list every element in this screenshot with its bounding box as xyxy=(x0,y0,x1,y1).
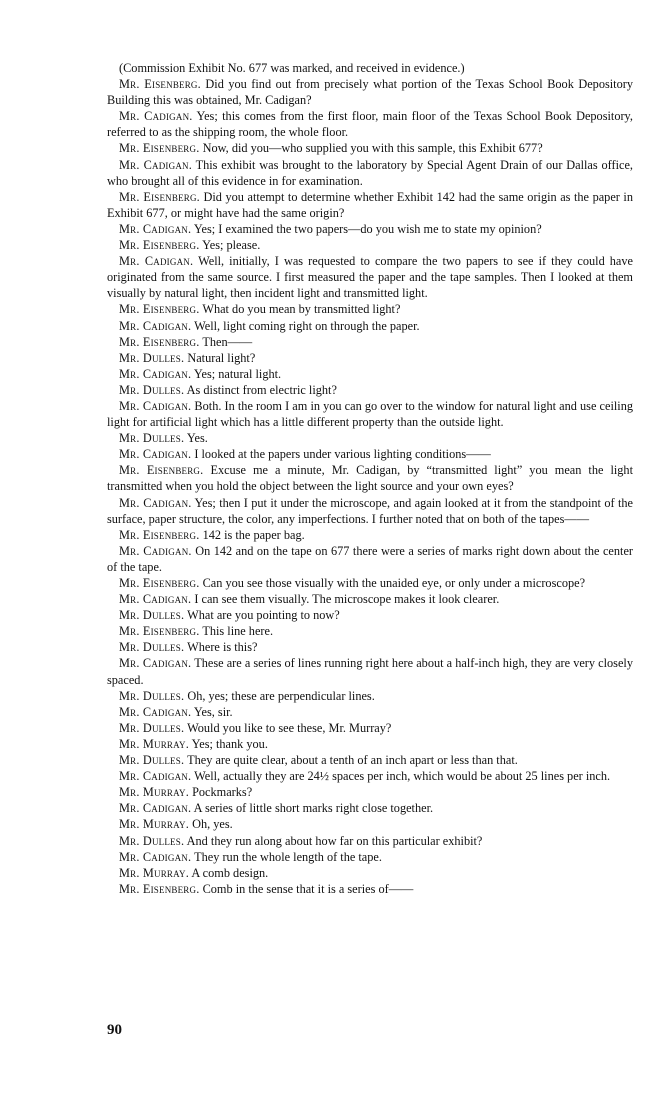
testimony-paragraph xyxy=(107,833,633,849)
testimony-paragraph xyxy=(107,784,633,800)
testimony-paragraph xyxy=(107,221,633,237)
testimony-paragraph xyxy=(107,253,633,301)
speaker-name: Mr. Murray. xyxy=(119,865,189,880)
testimony-paragraph xyxy=(107,237,633,253)
speaker-name: Mr. Cadigan. xyxy=(119,157,192,172)
speech-text: What do you mean by transmitted light? xyxy=(202,302,401,317)
speaker-name: Mr. Murray. xyxy=(119,736,189,751)
testimony-paragraph xyxy=(107,157,633,189)
testimony-paragraph xyxy=(107,398,633,430)
testimony-paragraph xyxy=(107,752,633,768)
testimony-paragraph xyxy=(107,881,633,897)
speaker-name: Mr. Cadigan. xyxy=(119,849,192,864)
speech-text: I looked at the papers under various lighting conditions—— xyxy=(194,447,491,462)
testimony-paragraph xyxy=(107,430,633,446)
speech-text: Can you see those visually with the unaided eye, or only under a microscope? xyxy=(202,576,586,590)
speech-text: These are a series of lines running right here about a half-inch high, they are very closely spaced. xyxy=(107,656,633,687)
testimony-paragraph xyxy=(107,849,633,865)
speaker-name: Mr. Dulles. xyxy=(119,350,185,365)
speaker-name: Mr. Cadigan. xyxy=(119,109,193,124)
speech-text: Natural light? xyxy=(187,350,256,365)
testimony-paragraph xyxy=(107,301,633,317)
speaker-name: Mr. Murray. xyxy=(119,817,189,832)
speaker-name: Mr. Dulles. xyxy=(119,688,185,703)
speaker-name: Mr. Cadigan. xyxy=(119,495,192,510)
speech-text: Now, did you—who supplied you with this sample, this Exhibit 677? xyxy=(202,141,543,156)
testimony-paragraph xyxy=(107,189,633,221)
testimony-paragraph xyxy=(107,366,633,382)
speech-text: Did you attempt to determine whether Exhibit 142 had the same origin as the paper in Exhibit 677, or might have had the same origin? xyxy=(107,189,633,220)
speech-text: Excuse me a minute, Mr. Cadigan, by “transmitted light” you mean the light transmitted when you hold the object between the light source and your own eyes? xyxy=(107,463,633,494)
testimony-paragraph xyxy=(107,800,633,816)
speech-text: Well, initially, I was requested to compare the two papers to see if they could have originated from the same source. I first measured the paper and the tape samples. Then I looked at them visually by natural light, then incident light and transmitted light. xyxy=(107,254,633,301)
testimony-paragraph xyxy=(107,350,633,366)
testimony-paragraph xyxy=(107,591,633,607)
testimony-paragraph xyxy=(107,768,633,784)
testimony-paragraph xyxy=(107,865,633,881)
testimony-paragraph xyxy=(107,543,633,575)
speech-text: They run the whole length of the tape. xyxy=(194,849,382,864)
speaker-name: Mr. Murray. xyxy=(119,785,189,800)
testimony-paragraph xyxy=(107,495,633,527)
speaker-name: Mr. Cadigan. xyxy=(119,543,192,558)
speaker-name: Mr. Dulles. xyxy=(119,640,185,655)
testimony-paragraph xyxy=(107,688,633,704)
speaker-name: Mr. Cadigan. xyxy=(119,366,192,381)
testimony-paragraph xyxy=(107,527,633,543)
speaker-name: Mr. Cadigan. xyxy=(119,318,192,333)
speaker-name: Mr. Eisenberg. xyxy=(119,334,200,349)
speech-text: Oh, yes; these are perpendicular lines. xyxy=(187,688,375,703)
speaker-name: Mr. Cadigan. xyxy=(119,769,192,784)
speech-text: And they run along about how far on this particular exhibit? xyxy=(186,833,483,848)
exhibit-note: (Commission Exhibit No. 677 was marked, and received in evidence.) xyxy=(119,61,465,75)
speaker-name: Mr. Eisenberg. xyxy=(119,302,200,317)
speaker-name: Mr. Eisenberg. xyxy=(119,77,201,92)
speech-text: This exhibit was brought to the laboratory by Special Agent Drain of our Dallas office, who brought all of this evidence in for examination. xyxy=(107,157,633,188)
speech-text: Yes; natural light. xyxy=(193,366,282,381)
speech-text: 142 is the paper bag. xyxy=(202,527,305,542)
testimony-paragraph xyxy=(107,318,633,334)
testimony-paragraph xyxy=(107,639,633,655)
testimony-paragraph xyxy=(107,607,633,623)
speech-text: Pockmarks? xyxy=(192,785,253,800)
testimony-paragraph xyxy=(107,382,633,398)
speech-text: Would you like to see these, Mr. Murray? xyxy=(187,720,392,735)
speaker-name: Mr. Dulles. xyxy=(119,382,185,397)
speech-text: On 142 and on the tape on 677 there were a series of marks right down about the center of the tape. xyxy=(107,543,633,574)
testimony-paragraph xyxy=(107,462,633,494)
speech-text: Yes; I examined the two papers—do you wish me to state my opinion? xyxy=(193,221,542,236)
speech-text: I can see them visually. The microscope makes it look clearer. xyxy=(194,592,500,607)
testimony-paragraph xyxy=(107,704,633,720)
speech-text: Yes; thank you. xyxy=(191,736,268,751)
speech-text: Yes; this comes from the first floor, main floor of the Texas School Book Depository, referred to as the shipping room, the whole floor. xyxy=(107,109,633,140)
testimony-paragraph xyxy=(107,446,633,462)
speech-text: Where is this? xyxy=(187,640,258,655)
speaker-name: Mr. Dulles. xyxy=(119,431,185,446)
testimony-paragraph xyxy=(107,334,633,350)
speaker-name: Mr. Cadigan. xyxy=(119,447,192,462)
speech-text: Well, light coming right on through the paper. xyxy=(194,318,420,333)
speech-text: Comb in the sense that it is a series of—— xyxy=(202,881,414,896)
speaker-name: Mr. Cadigan. xyxy=(119,254,194,269)
testimony-paragraph xyxy=(107,816,633,832)
speech-text: Yes, sir. xyxy=(193,704,233,719)
testimony-paragraph xyxy=(107,736,633,752)
speech-text: Oh, yes. xyxy=(192,817,233,832)
speaker-name: Mr. Eisenberg. xyxy=(119,463,204,478)
speech-text: As distinct from electric light? xyxy=(186,382,337,397)
testimony-paragraph xyxy=(107,720,633,736)
speech-text: Did you find out from precisely what portion of the Texas School Book Depository Building this was obtained, Mr. Cadigan? xyxy=(107,77,633,108)
speaker-name: Mr. Eisenberg. xyxy=(119,881,200,896)
speaker-name: Mr. Cadigan. xyxy=(119,656,192,671)
speaker-name: Mr. Cadigan. xyxy=(119,704,192,719)
speaker-name: Mr. Eisenberg. xyxy=(119,527,200,542)
testimony-lines xyxy=(107,76,633,897)
transcript-page xyxy=(107,60,633,897)
speaker-name: Mr. Eisenberg. xyxy=(119,238,200,253)
speaker-name: Mr. Dulles. xyxy=(119,833,185,848)
speech-text: This line here. xyxy=(202,624,274,639)
page-number: 90 xyxy=(107,1022,122,1038)
testimony-paragraph xyxy=(107,623,633,639)
speaker-name: Mr. Dulles. xyxy=(119,753,185,768)
testimony-paragraph xyxy=(107,575,633,591)
speaker-name: Mr. Cadigan. xyxy=(119,592,192,607)
speech-text: Yes. xyxy=(186,431,208,446)
speech-text: A series of little short marks right close together. xyxy=(193,801,434,816)
speaker-name: Mr. Cadigan. xyxy=(119,221,192,236)
testimony-paragraph xyxy=(107,655,633,687)
speaker-name: Mr. Dulles. xyxy=(119,720,185,735)
speech-text: Yes; please. xyxy=(202,238,261,253)
speaker-name: Mr. Eisenberg. xyxy=(119,624,200,639)
testimony-paragraph xyxy=(107,108,633,140)
testimony-paragraph xyxy=(107,140,633,156)
speech-text: Yes; then I put it under the microscope, and again looked at it from the standpoint of the surface, paper structure, the color, any imperfections. I further noted that on both of the tapes—— xyxy=(107,495,633,526)
testimony-paragraph xyxy=(107,76,633,108)
speech-text: They are quite clear, about a tenth of an inch apart or less than that. xyxy=(187,753,518,768)
speaker-name: Mr. Eisenberg. xyxy=(119,141,200,156)
speaker-name: Mr. Eisenberg. xyxy=(119,576,200,590)
speech-text: Well, actually they are 24½ spaces per inch, which would be about 25 lines per inch. xyxy=(194,769,611,784)
speech-text: Both. In the room I am in you can go over to the window for natural light and use ceiling light for artificial light which has a little different property than the outside light. xyxy=(107,398,633,430)
speech-text: What are you pointing to now? xyxy=(187,608,340,623)
speaker-name: Mr. Cadigan. xyxy=(119,398,192,413)
speech-text: Then—— xyxy=(202,334,253,349)
speech-text: A comb design. xyxy=(191,865,269,880)
speaker-name: Mr. Dulles. xyxy=(119,608,185,623)
speaker-name: Mr. Eisenberg. xyxy=(119,189,200,204)
speaker-name: Mr. Cadigan. xyxy=(119,801,192,816)
